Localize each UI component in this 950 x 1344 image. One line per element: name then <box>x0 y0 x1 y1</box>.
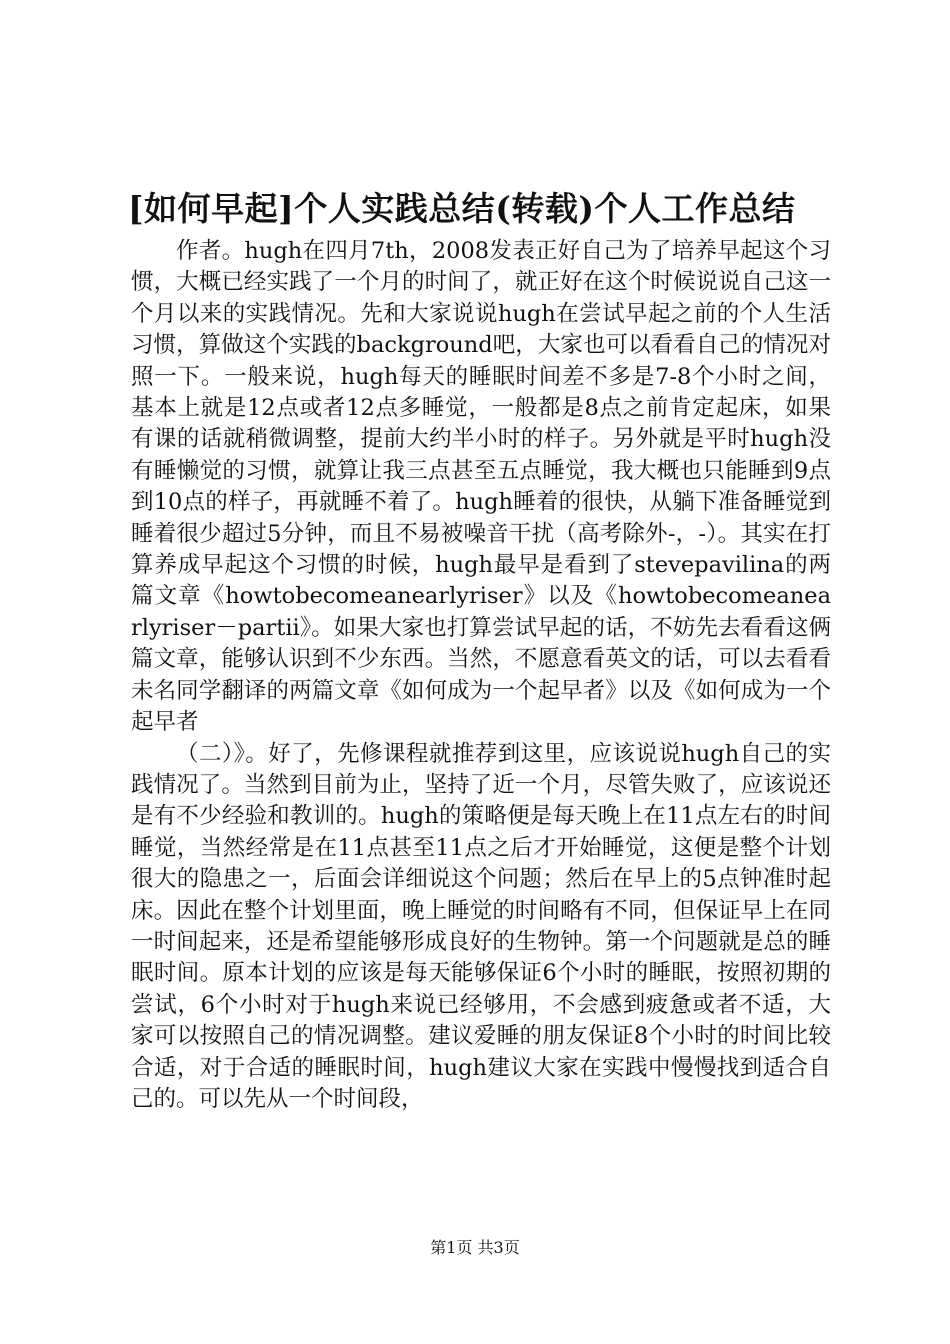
page-number-footer: 第1页 共3页 <box>430 1238 520 1257</box>
paragraph: （二）》。好了，先修课程就推荐到这里，应该说说hugh自己的实践情况了。当然到目前为止，坚持了近一个月，尽管失败了，应该说还是有不少经验和教训的。hugh的策略便是每天晚上在11点左右的时间睡觉，当然经常是在11点甚至11点之后才开始睡觉，这便是整个计划很大的隐患之一，后面会详细说这个问题；然后在早上的5点钟准时起床。因此在整个计划里面，晚上睡觉的时间略有不同，但保证早上在同一时间起来，还是希望能够形成良好的生物钟。第一个问题就是总的睡眠时间。原本计划的应该是每天能够保证6个小时的睡眠，按照初期的尝试，6个小时对于hugh来说已经够用，不会感到疲惫或者不适，大家可以按照自己的情况调整。建议爱睡的朋友保证8个小时的时间比较合适，对于合适的睡眠时间，hugh建议大家在实践中慢慢找到适合自己的。可以先从一个时间段， <box>131 740 831 1112</box>
document-body <box>131 236 831 1115</box>
paragraph: 作者。hugh在四月7th，2008发表正好自己为了培养早起这个习惯，大概已经实践了一个月的时间了，就正好在这个时候说说自己这一个月以来的实践情况。先和大家说说hugh在尝试早起之前的个人生活习惯，算做这个实践的background吧，大家也可以看看自己的情况对照一下。一般来说，hugh每天的睡眠时间差不多是7-8个小时之间，基本上就是12点或者12点多睡觉，一般都是8点之前肯定起床，如果有课的话就稍微调整，提前大约半小时的样子。另外就是平时hugh没有睡懒觉的习惯，就算让我三点甚至五点睡觉，我大概也只能睡到9点到10点的样子，再就睡不着了。hugh睡着的很快，从躺下准备睡觉到睡着很少超过5分钟，而且不易被噪音干扰（高考除外-，-）。其实在打算养成早起这个习惯的时候，hugh最早是看到了stevepavilina的两篇文章《howtobecomeanearlyriser》以及《howtobecomeanearlyriser－partii》。如果大家也打算尝试早起的话，不妨先去看看这俩篇文章，能够认识到不少东西。当然，不愿意看英文的话，可以去看看未名同学翻译的两篇文章《如何成为一个起早者》以及《如何成为一个起早者 <box>131 238 831 736</box>
document-title: [如何早起]个人实践总结(转载)个人工作总结 <box>128 189 796 228</box>
